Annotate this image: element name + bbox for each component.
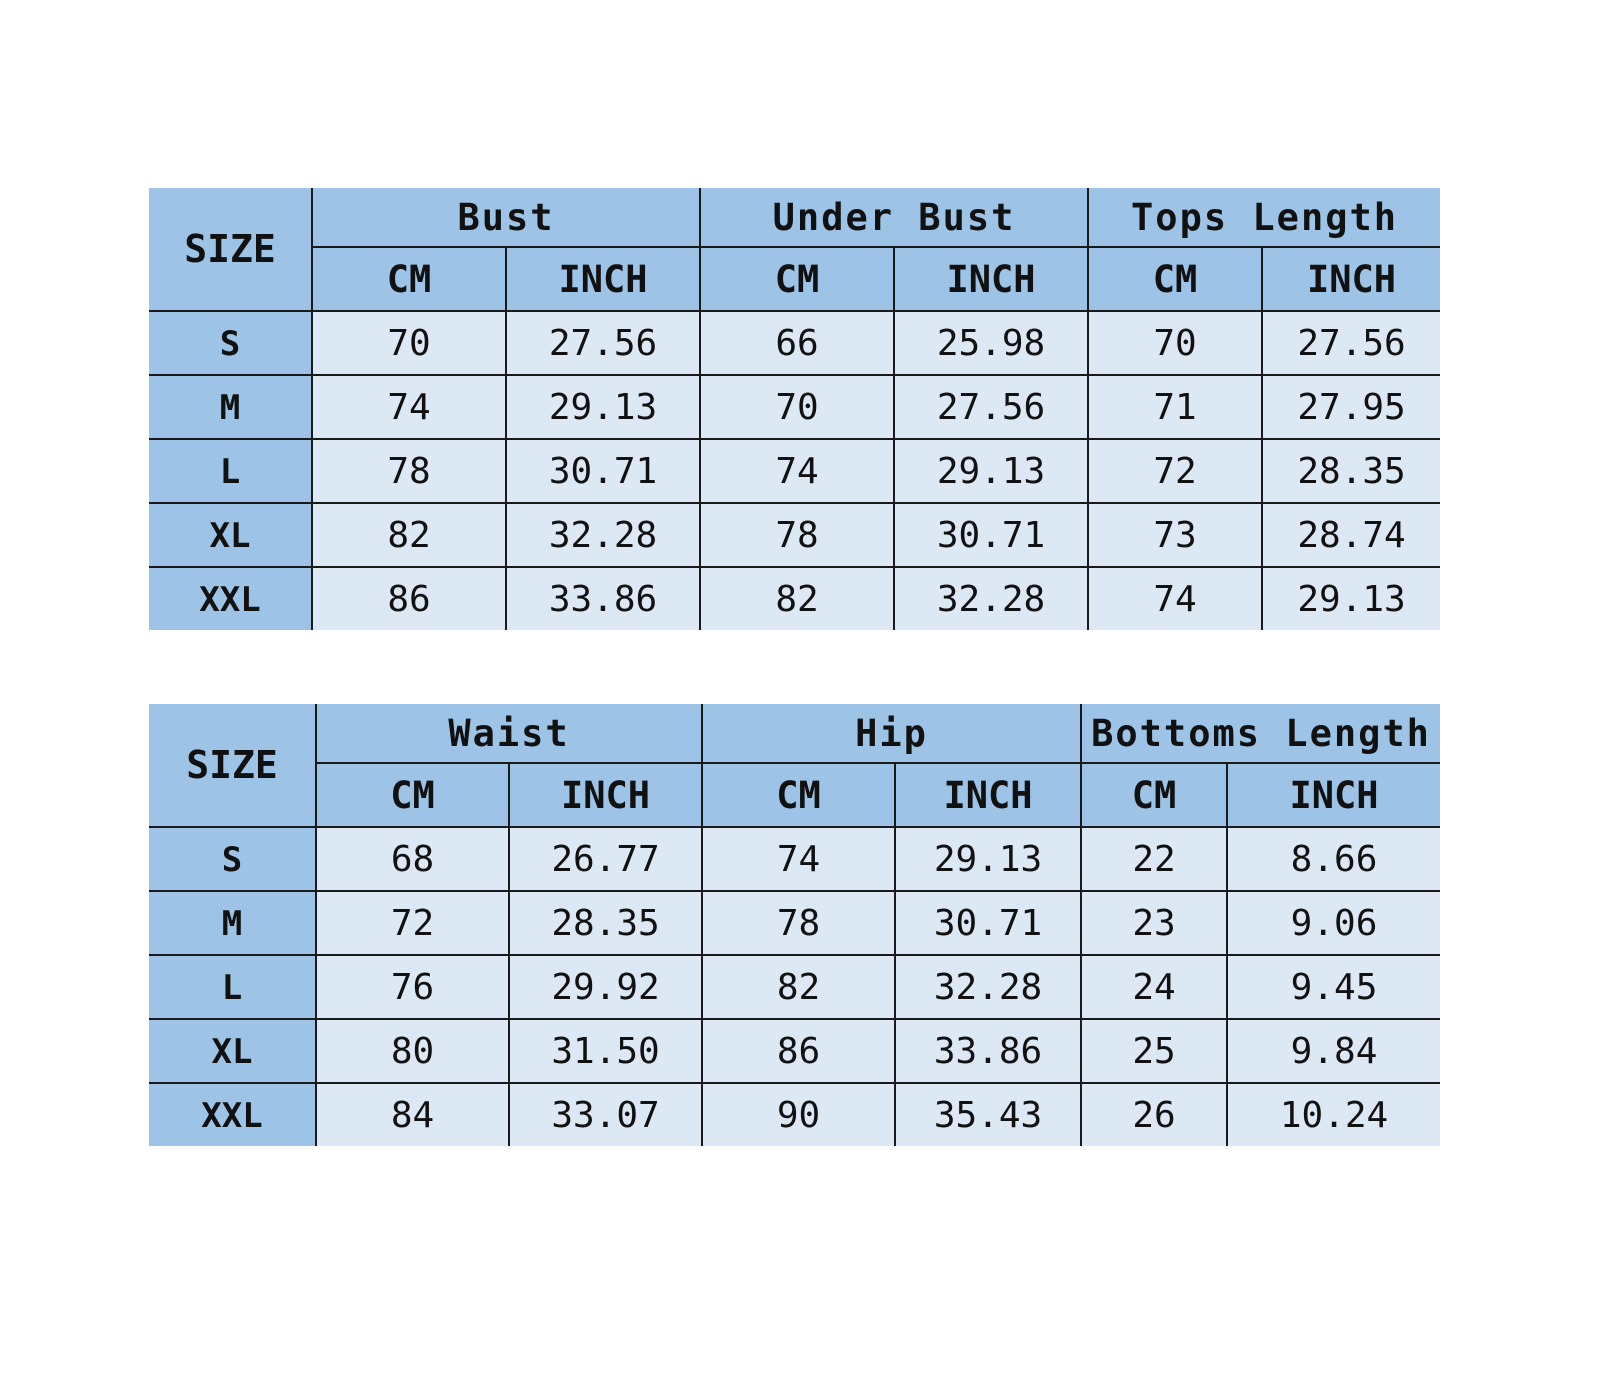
group-header-row xyxy=(149,188,1440,247)
table-row xyxy=(149,567,1440,630)
value-cell: 86 xyxy=(702,1019,895,1083)
value-cell: 82 xyxy=(700,567,894,630)
group-header-hip: Hip xyxy=(702,704,1081,763)
value-cell: 27.56 xyxy=(506,311,700,375)
value-cell: 70 xyxy=(700,375,894,439)
table-row xyxy=(149,1019,1440,1083)
group-header-tops-length: Tops Length xyxy=(1088,188,1440,247)
table-row xyxy=(149,503,1440,567)
value-cell: 74 xyxy=(1088,567,1262,630)
value-cell: 9.84 xyxy=(1227,1019,1440,1083)
size-label: XL xyxy=(209,515,251,556)
value-cell: 28.74 xyxy=(1262,503,1440,567)
unit-header-inch: INCH xyxy=(1227,763,1440,827)
value-cell: 9.06 xyxy=(1227,891,1440,955)
unit-header-inch: INCH xyxy=(895,763,1081,827)
value-cell: 71 xyxy=(1088,375,1262,439)
value-cell: 8.66 xyxy=(1227,827,1440,891)
value-cell: 32.28 xyxy=(894,567,1088,630)
size-cell xyxy=(149,955,316,1019)
unit-header-cm: CM xyxy=(316,763,509,827)
value-cell: 32.28 xyxy=(895,955,1081,1019)
value-cell: 33.07 xyxy=(509,1083,702,1146)
unit-header-cm: CM xyxy=(312,247,506,311)
unit-header-inch: INCH xyxy=(894,247,1088,311)
size-cell xyxy=(149,827,316,891)
value-cell: 35.43 xyxy=(895,1083,1081,1146)
size-label: L xyxy=(221,967,243,1008)
size-label: XXL xyxy=(199,579,261,620)
value-cell: 82 xyxy=(702,955,895,1019)
value-cell: 27.56 xyxy=(894,375,1088,439)
size-label: L xyxy=(219,451,241,492)
size-cell xyxy=(149,311,312,375)
value-cell: 28.35 xyxy=(509,891,702,955)
size-label: M xyxy=(221,903,243,944)
group-header-under-bust: Under Bust xyxy=(700,188,1088,247)
value-cell: 26.77 xyxy=(509,827,702,891)
size-column-header: SIZE xyxy=(149,704,316,827)
value-cell: 78 xyxy=(700,503,894,567)
group-header-bust: Bust xyxy=(312,188,700,247)
value-cell: 66 xyxy=(700,311,894,375)
table-row xyxy=(149,827,1440,891)
size-label: XXL xyxy=(201,1095,263,1136)
table-row xyxy=(149,891,1440,955)
value-cell: 70 xyxy=(312,311,506,375)
value-cell: 23 xyxy=(1081,891,1227,955)
unit-header-cm: CM xyxy=(1081,763,1227,827)
size-label: S xyxy=(219,323,241,364)
value-cell: 70 xyxy=(1088,311,1262,375)
value-cell: 29.13 xyxy=(506,375,700,439)
unit-header-inch: INCH xyxy=(506,247,700,311)
value-cell: 29.13 xyxy=(1262,567,1440,630)
value-cell: 78 xyxy=(702,891,895,955)
table-row xyxy=(149,439,1440,503)
value-cell: 82 xyxy=(312,503,506,567)
value-cell: 29.13 xyxy=(895,827,1081,891)
value-cell: 78 xyxy=(312,439,506,503)
value-cell: 80 xyxy=(316,1019,509,1083)
group-header-row xyxy=(149,704,1440,763)
value-cell: 27.56 xyxy=(1262,311,1440,375)
value-cell: 84 xyxy=(316,1083,509,1146)
value-cell: 30.71 xyxy=(506,439,700,503)
size-cell xyxy=(149,891,316,955)
value-cell: 25 xyxy=(1081,1019,1227,1083)
value-cell: 33.86 xyxy=(895,1019,1081,1083)
value-cell: 73 xyxy=(1088,503,1262,567)
unit-header-cm: CM xyxy=(1088,247,1262,311)
size-label: M xyxy=(219,387,241,428)
size-cell xyxy=(149,503,312,567)
value-cell: 9.45 xyxy=(1227,955,1440,1019)
value-cell: 30.71 xyxy=(895,891,1081,955)
value-cell: 74 xyxy=(702,827,895,891)
value-cell: 72 xyxy=(1088,439,1262,503)
size-cell xyxy=(149,1019,316,1083)
size-column-header: SIZE xyxy=(149,188,312,311)
value-cell: 29.92 xyxy=(509,955,702,1019)
value-cell: 90 xyxy=(702,1083,895,1146)
value-cell: 27.95 xyxy=(1262,375,1440,439)
table-row xyxy=(149,311,1440,375)
size-label: S xyxy=(221,839,243,880)
size-cell xyxy=(149,567,312,630)
unit-header-cm: CM xyxy=(702,763,895,827)
unit-header-cm: CM xyxy=(700,247,894,311)
group-header-waist: Waist xyxy=(316,704,702,763)
size-cell xyxy=(149,439,312,503)
value-cell: 24 xyxy=(1081,955,1227,1019)
value-cell: 86 xyxy=(312,567,506,630)
value-cell: 74 xyxy=(312,375,506,439)
size-cell xyxy=(149,1083,316,1146)
table-row xyxy=(149,955,1440,1019)
value-cell: 28.35 xyxy=(1262,439,1440,503)
value-cell: 32.28 xyxy=(506,503,700,567)
table-row xyxy=(149,1083,1440,1146)
value-cell: 74 xyxy=(700,439,894,503)
value-cell: 76 xyxy=(316,955,509,1019)
value-cell: 31.50 xyxy=(509,1019,702,1083)
value-cell: 10.24 xyxy=(1227,1083,1440,1146)
value-cell: 26 xyxy=(1081,1083,1227,1146)
value-cell: 68 xyxy=(316,827,509,891)
value-cell: 29.13 xyxy=(894,439,1088,503)
unit-header-inch: INCH xyxy=(509,763,702,827)
unit-header-inch: INCH xyxy=(1262,247,1440,311)
value-cell: 25.98 xyxy=(894,311,1088,375)
unit-header-row xyxy=(149,247,1440,311)
value-cell: 33.86 xyxy=(506,567,700,630)
size-chart-table-bottoms xyxy=(149,704,1440,1146)
unit-header-row xyxy=(149,763,1440,827)
value-cell: 30.71 xyxy=(894,503,1088,567)
size-cell xyxy=(149,375,312,439)
table-row xyxy=(149,375,1440,439)
size-label: XL xyxy=(211,1031,253,1072)
size-chart-table-tops xyxy=(149,188,1440,630)
value-cell: 72 xyxy=(316,891,509,955)
value-cell: 22 xyxy=(1081,827,1227,891)
group-header-bottoms-length: Bottoms Length xyxy=(1081,704,1440,763)
